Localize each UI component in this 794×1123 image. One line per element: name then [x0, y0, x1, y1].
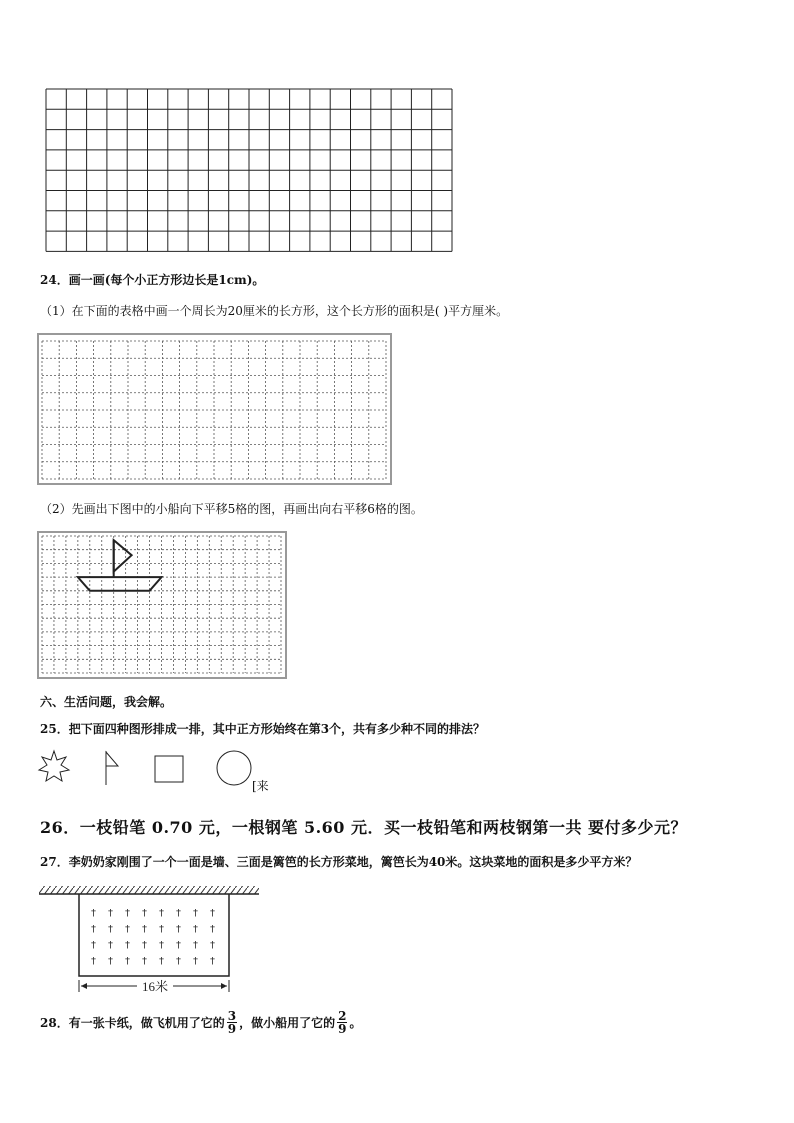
plants [91, 908, 215, 967]
plant-mark: † [159, 940, 164, 951]
q27-title: 27．李奶奶家刚围了一个一面是墙、三面是篱笆的长方形菜地，篱笆长为40米。这块菜地的面积是多少平方米？ [40, 855, 638, 869]
plant-mark: † [176, 956, 181, 967]
plant-mark: † [125, 956, 130, 967]
q24-part2: （2）先画出下图中的小船向下平移5格的图，再画出向右平移6格的图。 [40, 502, 423, 516]
plant-mark: † [210, 924, 215, 935]
plant-mark: † [91, 908, 96, 919]
plant-mark: † [108, 940, 113, 951]
q26-title: 26．一枝铅笔 0.70 元，一根钢笔 5.60 元．买一枝铅笔和两枝钢第一共 要付多少元？ [40, 818, 688, 837]
plant-mark: † [159, 908, 164, 919]
plant-mark: † [125, 908, 130, 919]
plant-mark: † [125, 940, 130, 951]
circle-icon [217, 751, 251, 785]
q24-part1: （1）在下面的表格中画一个周长为20厘米的长方形，这个长方形的面积是( )平方厘米。 [40, 304, 509, 318]
star-icon [39, 751, 69, 781]
q28-fraction-2: $\frac{2}{9}$ [338, 1009, 347, 1036]
fence [79, 894, 229, 976]
grid-frame [38, 532, 286, 678]
plant-mark: † [193, 940, 198, 951]
plant-mark: † [193, 924, 198, 935]
plant-mark: † [159, 956, 164, 967]
q28-fraction-1: $\frac{3}{9}$ [227, 1009, 237, 1036]
section6-title: 六、生活问题，我会解。 [40, 695, 173, 709]
q28-suffix: 。 [349, 1016, 362, 1030]
q25-shapes [36, 747, 276, 791]
plant-mark: † [142, 956, 147, 967]
dimension-label: 16米 [141, 979, 169, 994]
plant-mark: † [142, 924, 147, 935]
plant-mark: † [210, 940, 215, 951]
plant-mark: † [210, 956, 215, 967]
plant-mark: † [176, 940, 181, 951]
q28-prefix: 28．有一张卡纸，做飞机用了它的 [40, 1016, 225, 1030]
q24-title: 24．画一画(每个小正方形边长是1cm)。 [40, 273, 265, 287]
plant-mark: † [193, 956, 198, 967]
plant-mark: † [142, 940, 147, 951]
plant-mark: † [176, 924, 181, 935]
q28-middle: ，做小船用了它的 [239, 1016, 336, 1030]
dotted-grid-1[interactable] [37, 333, 392, 485]
plant-mark: † [159, 924, 164, 935]
plant-mark: † [108, 956, 113, 967]
flag-icon [106, 751, 118, 785]
top-grid [45, 88, 455, 254]
plant-mark: † [193, 908, 198, 919]
wall [39, 886, 259, 894]
plant-mark: † [91, 956, 96, 967]
q25-trailing: [来 [252, 779, 269, 793]
dotted-grid-boat[interactable] [37, 531, 287, 679]
garden-figure [37, 880, 262, 995]
square-icon [155, 756, 183, 782]
plant-mark: † [176, 908, 181, 919]
plant-mark: † [108, 924, 113, 935]
q25-title: 25．把下面四种图形排成一排，其中正方形始终在第3个，共有多少种不同的排法？ [40, 722, 486, 736]
plant-mark: † [91, 924, 96, 935]
plant-mark: † [210, 908, 215, 919]
plant-mark: † [108, 908, 113, 919]
q28-line [40, 1010, 361, 1035]
plant-mark: † [142, 908, 147, 919]
plant-mark: † [91, 940, 96, 951]
plant-mark: † [125, 924, 130, 935]
